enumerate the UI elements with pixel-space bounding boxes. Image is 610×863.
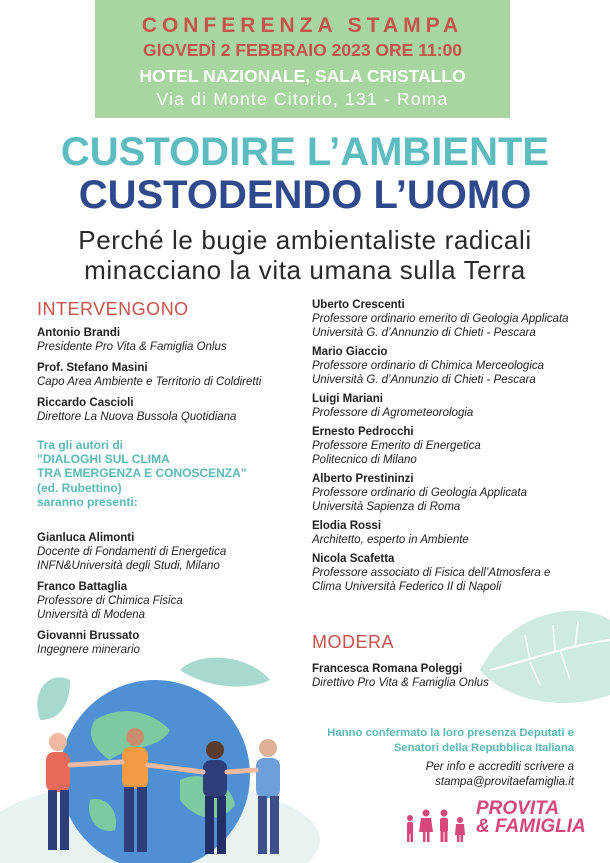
author-role: Clima Università Federico II di Napoli bbox=[312, 581, 502, 593]
author-entry bbox=[37, 580, 297, 622]
speaker-entry bbox=[37, 396, 297, 424]
author-role: Università Sapienza di Roma bbox=[312, 501, 461, 513]
moderator-section-heading: MODERA bbox=[312, 632, 395, 652]
author-role: Professore Emerito di Energetica bbox=[312, 440, 481, 452]
speaker-role: Capo Area Ambiente e Territorio di Coldiretti bbox=[37, 376, 262, 388]
main-title-line1: CUSTODIRE L’AMBIENTE bbox=[60, 130, 550, 174]
author-role: INFN&Università degli Studi, Milano bbox=[37, 560, 220, 572]
authors-intro-line: "DIALOGHI SUL CLIMA bbox=[37, 452, 170, 467]
speaker-role: Direttore La Nuova Bussola Quotidiana bbox=[37, 411, 237, 423]
author-entry bbox=[312, 298, 602, 340]
subtitle-line2: minacciano la vita umana sulla Terra bbox=[84, 255, 526, 285]
author-name: Luigi Mariani bbox=[312, 393, 383, 405]
author-role: Professore di Chimica Fisica bbox=[37, 595, 183, 607]
speaker-entry bbox=[37, 326, 297, 354]
author-role: Docente di Fondamenti di Energetica bbox=[37, 546, 227, 558]
globe-people-illustration bbox=[0, 650, 320, 863]
author-name: Mario Giaccio bbox=[312, 346, 388, 358]
authors-intro-line: Tra gli autori di bbox=[37, 438, 124, 452]
conference-label: CONFERENZA STAMPA bbox=[141, 14, 464, 37]
author-role: Ingegnere minerario bbox=[37, 644, 140, 656]
author-name: Gianluca Alimonti bbox=[37, 532, 135, 544]
speaker-role: Presidente Pro Vita & Famiglia Onlus bbox=[37, 341, 227, 353]
speaker-name: Riccardo Cascioli bbox=[37, 397, 134, 409]
author-role: Professore di Agrometeorologia bbox=[312, 407, 474, 419]
author-entry bbox=[312, 392, 602, 420]
confirmation-line: Hanno confermato la loro presenza Deputati e bbox=[327, 727, 574, 739]
author-role: Professore ordinario di Geologia Applicata bbox=[312, 487, 528, 499]
main-title-line2: CUSTODENDO L’UOMO bbox=[78, 173, 532, 217]
confirmation-note bbox=[300, 726, 574, 756]
authors-intro-line: TRA EMERGENZA E CONOSCENZA" bbox=[37, 466, 247, 481]
logo-line2: & FAMIGLIA bbox=[476, 816, 586, 837]
authors-intro-line: (ed. Rubettino) bbox=[37, 480, 122, 495]
contact-info bbox=[330, 760, 574, 790]
event-date: GIOVEDÌ 2 FEBBRAIO 2023 ORE 11:00 bbox=[142, 40, 462, 60]
speaker-entry bbox=[37, 361, 297, 389]
authors-intro bbox=[37, 438, 307, 509]
speakers-section-heading: INTERVENGONO bbox=[37, 299, 189, 319]
author-name: Uberto Crescenti bbox=[312, 299, 405, 311]
event-venue: HOTEL NAZIONALE, SALA CRISTALLO bbox=[139, 66, 466, 86]
moderator-role: Direttivo Pro Vita & Famiglia Onlus bbox=[312, 677, 489, 689]
author-entry bbox=[37, 531, 297, 573]
family-logo-icon bbox=[402, 808, 472, 844]
author-role: Professore associato di Fisica dell’Atmosfera e bbox=[312, 567, 551, 579]
leaf-illustration bbox=[470, 600, 610, 710]
author-role: Professore ordinario di Chimica Merceologica bbox=[312, 360, 545, 372]
header-banner bbox=[95, 0, 510, 118]
author-role: Università G. d’Annunzio di Chieti - Pescara bbox=[312, 374, 536, 386]
author-name: Ernesto Pedrocchi bbox=[312, 426, 414, 438]
provita-famiglia-logo bbox=[476, 800, 586, 836]
info-email: stampa@provitaefamiglia.it bbox=[435, 776, 574, 788]
speakers-list bbox=[37, 326, 297, 431]
authors-intro-line: saranno presenti: bbox=[37, 494, 138, 509]
author-entry bbox=[312, 472, 602, 514]
author-name: Elodia Rossi bbox=[312, 520, 382, 532]
author-entry bbox=[312, 345, 602, 387]
author-name: Nicola Scafetta bbox=[312, 553, 395, 565]
moderator-name: Francesca Romana Poleggi bbox=[312, 663, 463, 675]
confirmation-line: Senatori della Repubblica Italiana bbox=[393, 742, 574, 754]
subtitle-line1: Perché le bugie ambientaliste radicali bbox=[78, 225, 532, 255]
moderator-entry bbox=[312, 662, 602, 690]
author-role: Università G. d’Annunzio di Chieti - Pescara bbox=[312, 327, 536, 339]
author-role: Università di Modena bbox=[37, 609, 146, 621]
author-name: Giovanni Brussato bbox=[37, 630, 140, 642]
authors-list-right bbox=[312, 298, 602, 599]
author-entry bbox=[312, 552, 602, 594]
event-address: Via di Monte Citorio, 131 - Roma bbox=[156, 89, 449, 109]
speaker-name: Prof. Stefano Masini bbox=[37, 362, 148, 374]
author-name: Franco Battaglia bbox=[37, 581, 128, 593]
author-entry bbox=[312, 519, 602, 547]
author-role: Architetto, esperto in Ambiente bbox=[312, 534, 469, 546]
author-name: Alberto Prestininzi bbox=[312, 473, 414, 485]
speaker-name: Antonio Brandi bbox=[37, 327, 121, 339]
author-role: Professore ordinario emerito di Geologia Applicata bbox=[312, 313, 569, 325]
authors-list-left bbox=[37, 531, 297, 664]
logo-line1: PROVITA bbox=[476, 798, 560, 819]
info-line: Per info e accrediti scrivere a bbox=[425, 761, 574, 773]
author-entry bbox=[312, 425, 602, 467]
author-role: Politecnico di Milano bbox=[312, 454, 417, 466]
